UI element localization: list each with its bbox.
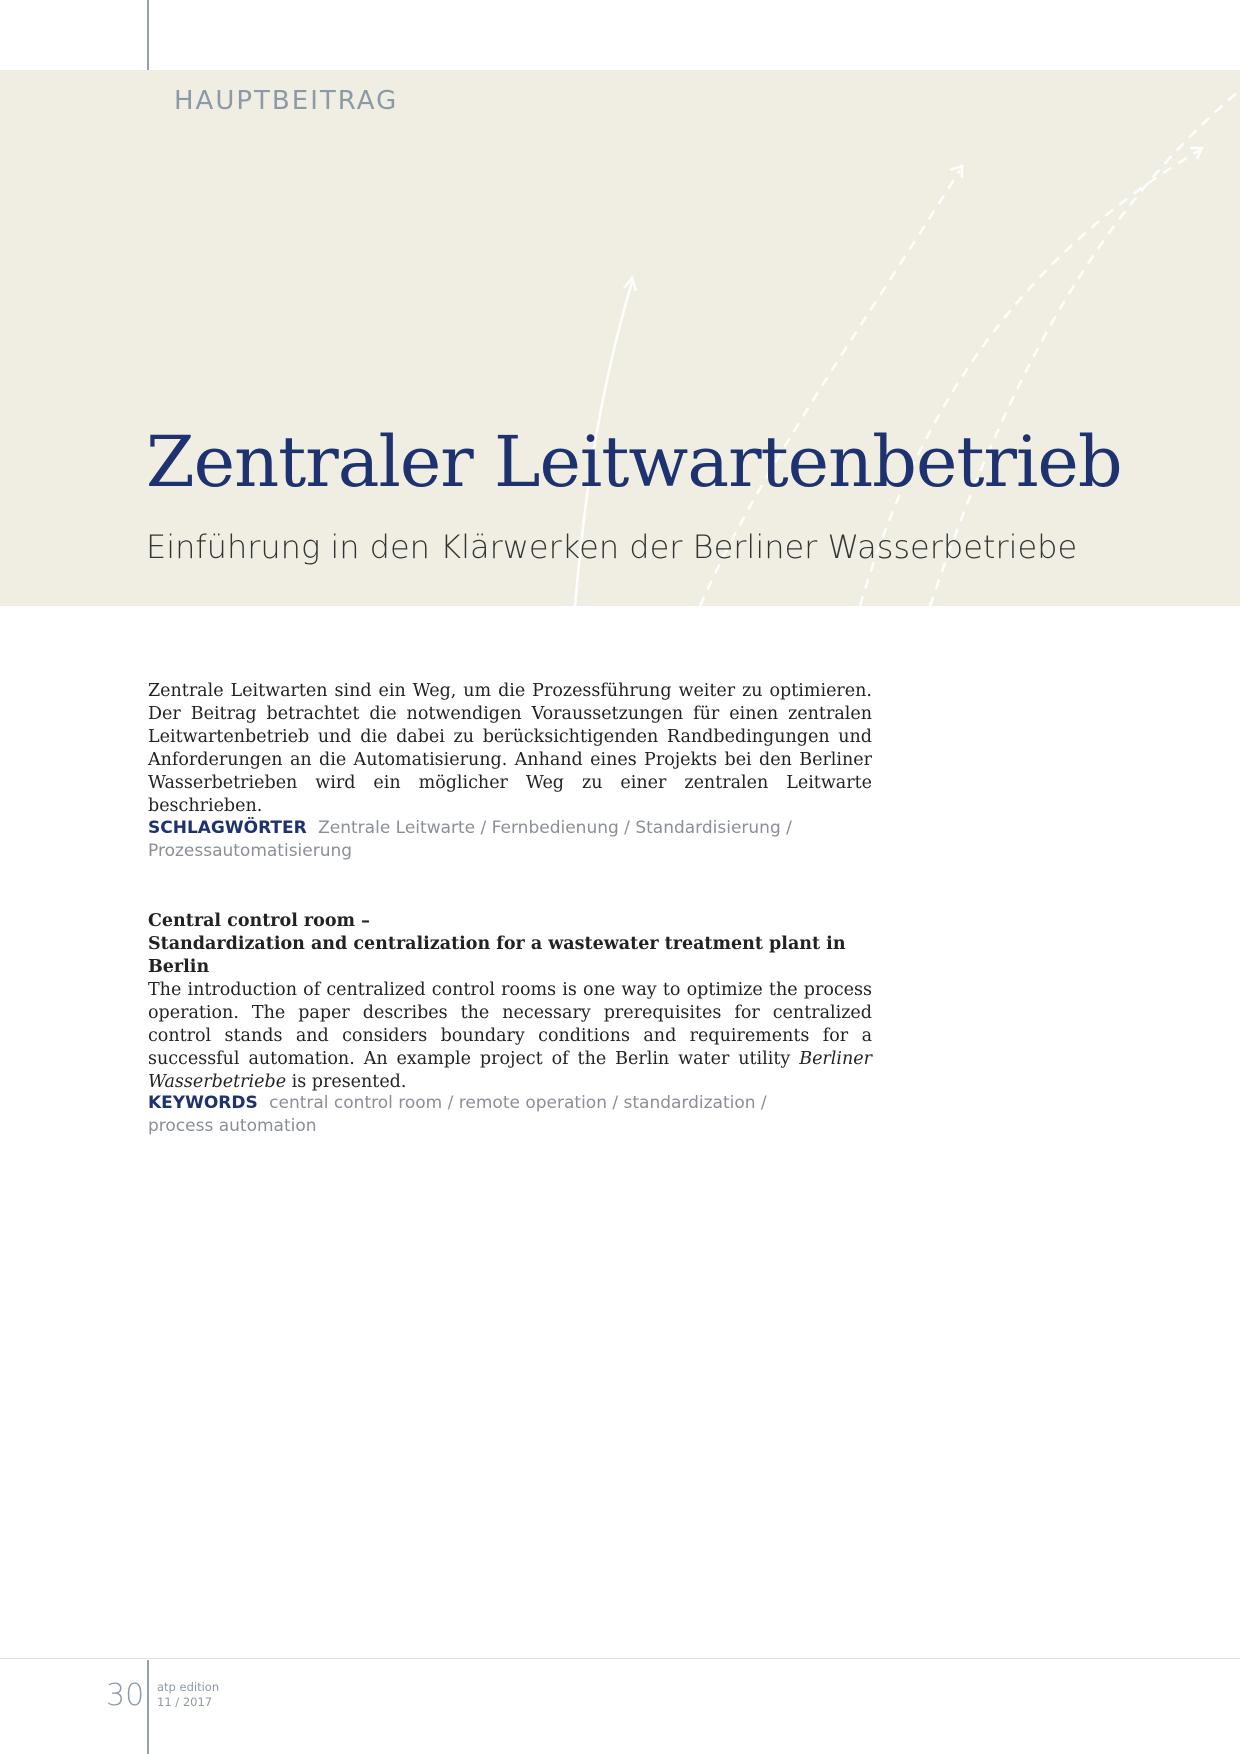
english-title-line-2: Standardization and centralization for a wastewater treatment plant in Berlin — [148, 934, 846, 977]
keywords-english — [148, 1092, 828, 1138]
article-title: Zentraler Leitwartenbetrieb — [146, 421, 1122, 503]
abstract-english-end: is presented. — [286, 1072, 407, 1092]
page-number: 30 — [106, 1678, 145, 1713]
keywords-german-list: Zentrale Leitwarte / Fernbedienung / Standardisierung / Prozessautomatisierung — [148, 818, 792, 861]
keywords-german-label: SCHLAGWÖRTER — [148, 818, 307, 838]
keywords-english-label: KEYWORDS — [148, 1093, 258, 1113]
keywords-german — [148, 817, 828, 863]
abstract-german: Zentrale Leitwarten sind ein Weg, um die Prozessführung weiter zu optimieren. Der Beitrag betrachtet die notwendigen Voraussetzungen für einen zentralen Leitwartenbetrieb und die dabei zu berücksichtigenden Randbedingungen und Anforderungen an die Automatisierung. Anhand eines Projekts bei den Berliner Wasserbetrieben wird ein möglicher Weg zu einer zentralen Leitwarte beschrieben. — [148, 681, 872, 816]
journal-info — [157, 1680, 219, 1710]
header-banner — [0, 70, 1240, 606]
article-subtitle: Einführung in den Klärwerken der Berliner Wasserbetriebe — [146, 528, 1078, 566]
english-summary — [148, 910, 872, 1094]
abstract-english-italic: Berliner Wasserbetriebe — [148, 1049, 872, 1092]
keywords-english-list: central control room / remote operation / standardization / process automation — [148, 1093, 767, 1136]
abstract-english — [148, 979, 872, 1094]
abstract-english-text: The introduction of centralized control rooms is one way to optimize the process operation. The paper describes the necessary prerequisites for centralized control stands and considers boundary conditions and requirements for a successful automation. An example project of the Berlin water utility — [148, 980, 872, 1069]
journal-issue: 11 / 2017 — [157, 1695, 213, 1709]
english-title-line-1: Central control room – — [148, 911, 370, 931]
journal-name: atp edition — [157, 1680, 220, 1694]
bottom-vertical-rule — [147, 1660, 149, 1754]
footer-rule — [0, 1658, 1240, 1659]
section-label: HAUPTBEITRAG — [174, 86, 399, 116]
decorative-arrows — [0, 70, 1240, 606]
